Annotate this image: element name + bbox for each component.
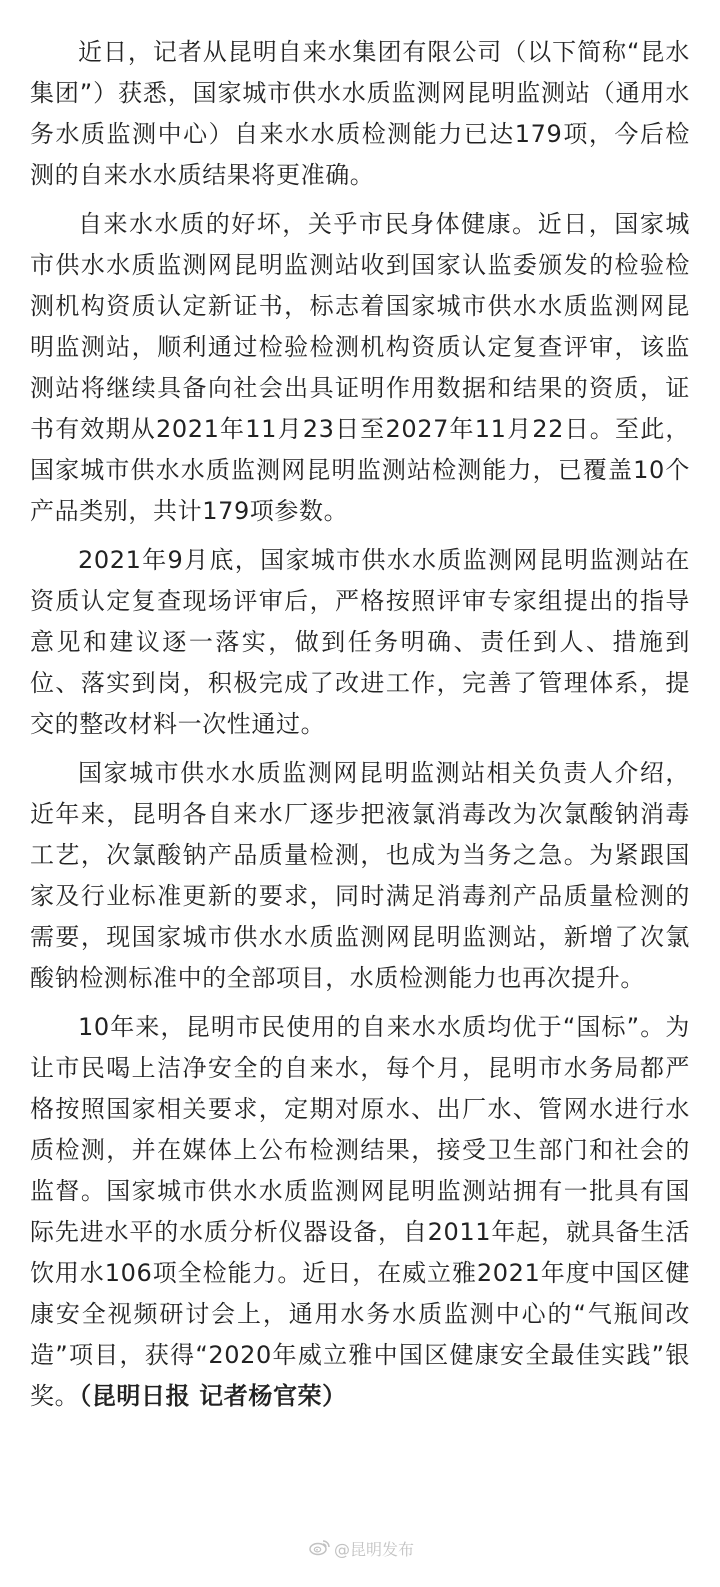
paragraph-text: 10年来，昆明市民使用的自来水水质均优于“国标”。为让市民喝上洁净安全的自来水，每个月，昆明市水务局都严格按照国家相关要求，定期对原水、出厂水、管网水进行水质检测，并在媒体上公布检测结果，接受卫生部门和社会的监督。国家城市供水水质监测网昆明监测站拥有一批具有国际先进水平的水质分析仪器设备，自2011年起，就具备生活饮用水106项全检能力。近日，在威立雅2021年度中国区健康安全视频研讨会上，通用水务水质监测中心的“气瓶间改造”项目，获得“2020年威立雅中国区健康安全最佳实践”银奖。 (30, 1013, 690, 1410)
paragraph-text: 近日，记者从昆明自来水集团有限公司（以下简称“昆水集团”）获悉，国家城市供水水质监测网昆明监测站（通用水务水质监测中心）自来水水质检测能力已达179项，今后检测的自来水水质结果将更准确。 (30, 38, 690, 189)
paragraph-text: 国家城市供水水质监测网昆明监测站相关负责人介绍，近年来，昆明各自来水厂逐步把液氯消毒改为次氯酸钠消毒工艺，次氯酸钠产品质量检测，也成为当务之急。为紧跟国家及行业标准更新的要求，同时满足消毒剂产品质量检测的需要，现国家城市供水水质监测网昆明监测站，新增了次氯酸钠检测标准中的全部项目，水质检测能力也再次提升。 (30, 759, 690, 992)
article-paragraph-3 (30, 540, 690, 745)
weibo-logo-icon (309, 1538, 331, 1563)
article-paragraph-4 (30, 753, 690, 999)
article-paragraph-2 (30, 204, 690, 532)
article-credit: （昆明日报 记者杨官荣） (79, 1382, 347, 1410)
weibo-watermark (309, 1538, 414, 1563)
article-body (30, 32, 690, 1417)
paragraph-text: 2021年9月底，国家城市供水水质监测网昆明监测站在资质认定复查现场评审后，严格按照评审专家组提出的指导意见和建议逐一落实，做到任务明确、责任到人、措施到位、落实到岗，积极完成了改进工作，完善了管理体系，提交的整改材料一次性通过。 (30, 546, 690, 738)
watermark-text: @昆明发布 (333, 1540, 414, 1559)
paragraph-text: 自来水水质的好坏，关乎市民身体健康。近日，国家城市供水水质监测网昆明监测站收到国家认监委颁发的检验检测机构资质认定新证书，标志着国家城市供水水质监测网昆明监测站，顺利通过检验检测机构资质认定复查评审，该监测站将继续具备向社会出具证明作用数据和结果的资质，证书有效期从2021年11月23日至2027年11月22日。至此，国家城市供水水质监测网昆明监测站检测能力，已覆盖10个产品类别，共计179项参数。 (30, 210, 690, 525)
article-paragraph-5 (30, 1007, 690, 1417)
article-paragraph-1 (30, 32, 690, 196)
